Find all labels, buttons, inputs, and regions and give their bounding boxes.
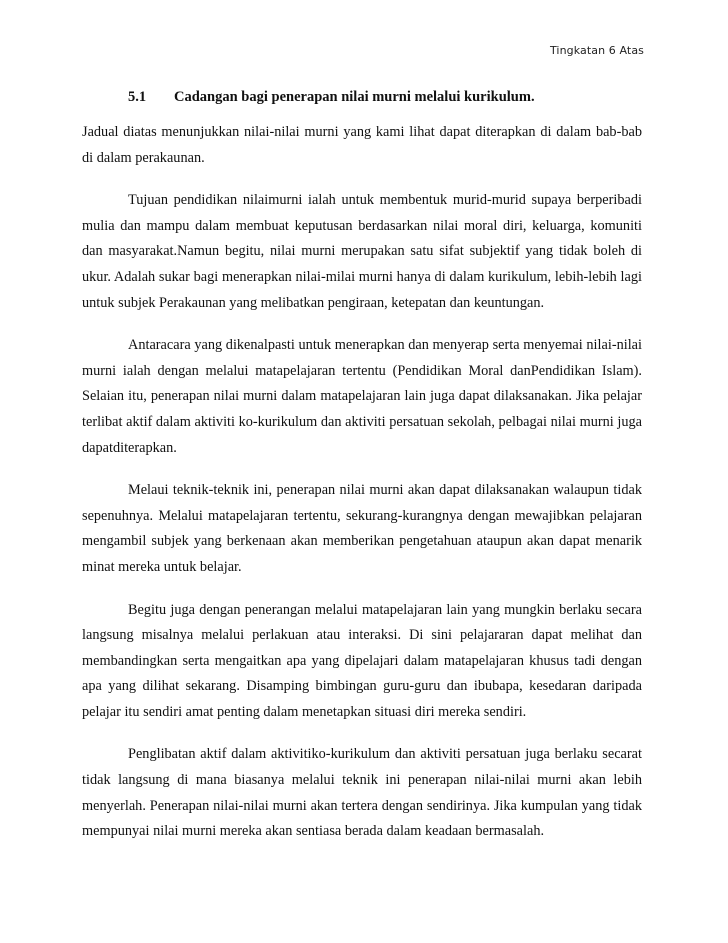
paragraph-intro: Jadual diatas menunjukkan nilai-nilai murni yang kami lihat dapat diterapkan di dalam bab-bab di dalam perakaunan.	[82, 124, 642, 166]
paragraph-tujuan: Tujuan pendidikan nilaimurni ialah untuk membentuk murid-murid supaya berperibadi mulia dan mampu dalam membuat keputusan berdasarkan nilai moral diri, keluarga, komuniti dan masyarakat.Namun begitu, nilai murni merupakan satu sifat subjektif yang tidak boleh di ukur. Adalah sukar bagi menerapkan nilai-milai murni hanya di dalam kurikulum, lebih-lebih lagi untuk subjek Perakaunan yang melibatkan pengiraan, ketepatan dan keuntungan.	[82, 192, 642, 311]
section-title: Cadangan bagi penerapan nilai murni melalui kurikulum.	[174, 89, 535, 105]
paragraph-penglibatan: Penglibatan aktif dalam aktivitiko-kurikulum dan aktiviti persatuan juga berlaku secarat tidak langsung di mana biasanya melalui teknik ini penerapan nilai-nilai murni akan lebih menyerlah. Penerapan nilai-nilai murni akan tertera dengan sendirinya. Jika kumpulan yang tidak mempunyai nilai murni mereka akan sentiasa berada dalam keadaan bermasalah.	[82, 746, 642, 840]
paragraph-melaui: Melaui teknik-teknik ini, penerapan nilai murni akan dapat dilaksanakan walaupun tidak sepenuhnya. Melalui matapelajaran tertentu, sekurang-kurangnya dengan mewajibkan pelajaran mengambil subjek yang berkenaan akan memberikan pengetahuan ataupun akan dapat menarik minat mereka untuk belajar.	[82, 482, 642, 575]
section-heading	[82, 86, 642, 108]
paragraph-antaracara: Antaracara yang dikenalpasti untuk menerapkan dan menyerap serta menyemai nilai-nilai murni ialah dengan melalui matapelajaran tertentu (Pendidikan Moral danPendidikan Islam). Selaian itu, penerapan nilai murni dalam matapelajaran lain juga dapat dilaksanakan. Jika pelajar terlibat aktif dalam aktiviti ko-kurikulum dan aktiviti persatuan sekolah, pelbagai nilai murni juga dapatditerapkan.	[82, 337, 642, 456]
section-number: 5.1	[128, 89, 147, 105]
document-body	[82, 86, 642, 862]
paragraph-begitu: Begitu juga dengan penerangan melalui matapelajaran lain yang mungkin berlaku secara langsung misalnya melalui perlakuan atau interaksi. Di sini pelajararan dapat melihat dan membandingkan serta mengaitkan apa yang dipelajari dalam matapelajaran khusus tadi dengan apa yang dilihat sekarang. Disamping bimbingan guru-guru dan ibubapa, kesedaran daripada pelajar itu sendiri amat penting dalam menetapkan situasi diri mereka sendiri.	[82, 601, 642, 720]
running-header: Tingkatan 6 Atas	[549, 44, 644, 57]
